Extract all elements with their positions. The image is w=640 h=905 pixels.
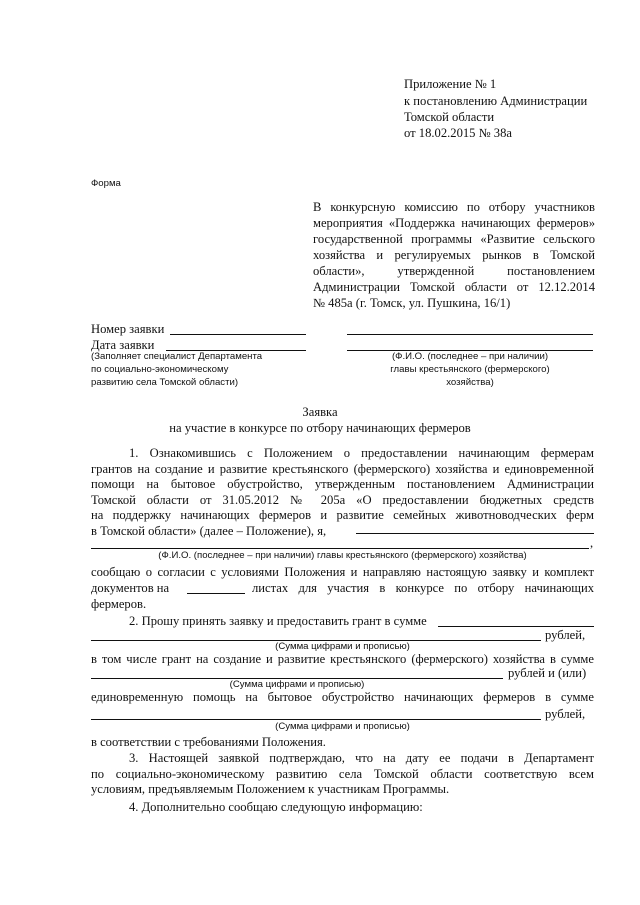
paragraph-line: помощи на бытовое обустройство, утвержденным постановлением Администрации	[91, 477, 594, 491]
fio-caption-line: главы крестьянского (фермерского)	[390, 364, 550, 375]
application-number-field[interactable]	[170, 334, 306, 335]
paragraph-line: Томской области от 31.05.2012 № 205а «О предоставлении бюджетных средств	[91, 492, 594, 507]
lump-sum-line: единовременную помощь на бытовое обустройство начинающих фермеров в сумме	[91, 690, 594, 704]
document-subtitle: на участие в конкурсе по отбору начинающих фермеров	[169, 421, 471, 435]
application-number-label: Номер заявки	[91, 322, 165, 336]
docs-suffix-wrap	[252, 581, 594, 597]
addressee-line: мероприятия «Поддержка начинающих фермеров»	[313, 216, 595, 230]
addressee-line: В конкурсную комиссию по отбору участников	[313, 200, 595, 214]
applicant-name-field[interactable]	[356, 533, 594, 534]
rubles-or-label: рублей и (или)	[508, 666, 587, 680]
sum-caption-1: (Сумма цифрами и прописью)	[275, 641, 410, 652]
document-title: Заявка	[302, 405, 338, 419]
addressee-line: государственной программы «Развитие сельского	[313, 232, 595, 246]
addressee-line: Администрации Томской области от 12.12.2014	[313, 280, 595, 294]
paragraph-line: 3. Настоящей заявкой подтверждаю, что на дату ее подачи в Департамент	[129, 751, 594, 765]
appendix-reference: к постановлению Администрации	[404, 94, 588, 108]
paragraph-line: 1. Ознакомившись с Положением о предоставлении начинающим фермерам	[129, 446, 594, 460]
paragraph-line: по социально-экономическому развитию села Томской области соответствую всем	[91, 766, 594, 781]
staff-note-line: развитию села Томской области)	[91, 377, 239, 388]
applicant-name-field-2[interactable]	[91, 548, 589, 549]
appendix-date: от 18.02.2015 № 38а	[404, 126, 512, 140]
form-label: Форма	[91, 178, 121, 189]
addressee-line: № 485а (г. Томск, ул. Пушкина, 16/1)	[313, 296, 511, 310]
appendix-region: Томской области	[404, 110, 495, 124]
addressee-line: хозяйства и регулируемых рынков в Томской	[313, 248, 595, 262]
grant-request-line: 2. Прошу принять заявку и предоставить грант в сумме	[129, 614, 427, 628]
appendix-number: Приложение № 1	[404, 77, 497, 91]
staff-note-line: (Заполняет специалист Департамента	[91, 351, 263, 362]
sum-caption-3: (Сумма цифрами и прописью)	[275, 721, 410, 732]
fio-caption-line: хозяйства)	[446, 377, 494, 388]
sheets-count-field[interactable]	[187, 593, 245, 594]
paragraph-line: на поддержку начинающих фермеров и развитие семейных животноводческих ферм	[91, 508, 594, 522]
farmers-line: фермеров.	[91, 597, 147, 611]
accordance-line: в соответствии с требованиями Положения.	[91, 735, 326, 749]
staff-note-line: по социально-экономическому	[91, 364, 229, 375]
fio-caption-line: (Ф.И.О. (последнее – при наличии)	[391, 351, 549, 362]
rubles-label: рублей,	[545, 628, 586, 642]
paragraph-1	[91, 446, 594, 539]
paragraph-4: 4. Дополнительно сообщаю следующую информацию:	[129, 800, 423, 814]
rubles-label-2: рублей,	[545, 707, 586, 721]
grant-amount-field[interactable]	[438, 626, 594, 627]
paragraph-line: условиям, предъявляемым Положением к участникам Программы.	[91, 782, 450, 796]
paragraph-3	[91, 751, 594, 798]
sum-caption-2: (Сумма цифрами и прописью)	[229, 679, 365, 690]
docs-suffix: листах для участия в конкурсе по отбору начинающих	[252, 581, 594, 595]
docs-prefix: документов на	[91, 581, 170, 595]
comma: ,	[590, 536, 594, 550]
addressee-line: области», утвержденной постановлением	[313, 264, 595, 278]
fio-caption-inline: (Ф.И.О. (последнее – при наличии) главы крестьянского (фермерского) хозяйства)	[158, 550, 527, 561]
application-date-label: Дата заявки	[91, 338, 155, 352]
lump-sum-wrap	[91, 690, 594, 706]
addressee-block	[313, 199, 595, 311]
lump-sum-amount-field[interactable]	[91, 719, 541, 720]
paragraph-line: в Томской области» (далее – Положение), я,	[91, 523, 327, 538]
grant-breakdown-line: в том числе грант на создание и развитие крестьянского (фермерского) хозяйства в сумме	[91, 652, 594, 666]
paragraph-line: грантов на создание и развитие крестьянского (фермерского) хозяйства и единовременной	[91, 461, 594, 476]
paragraph-1-continued	[91, 565, 594, 581]
applicant-fio-field[interactable]	[347, 334, 593, 335]
paragraph-line: сообщаю о согласии с условиями Положения и направляю настоящую заявку и комплект	[91, 565, 594, 579]
